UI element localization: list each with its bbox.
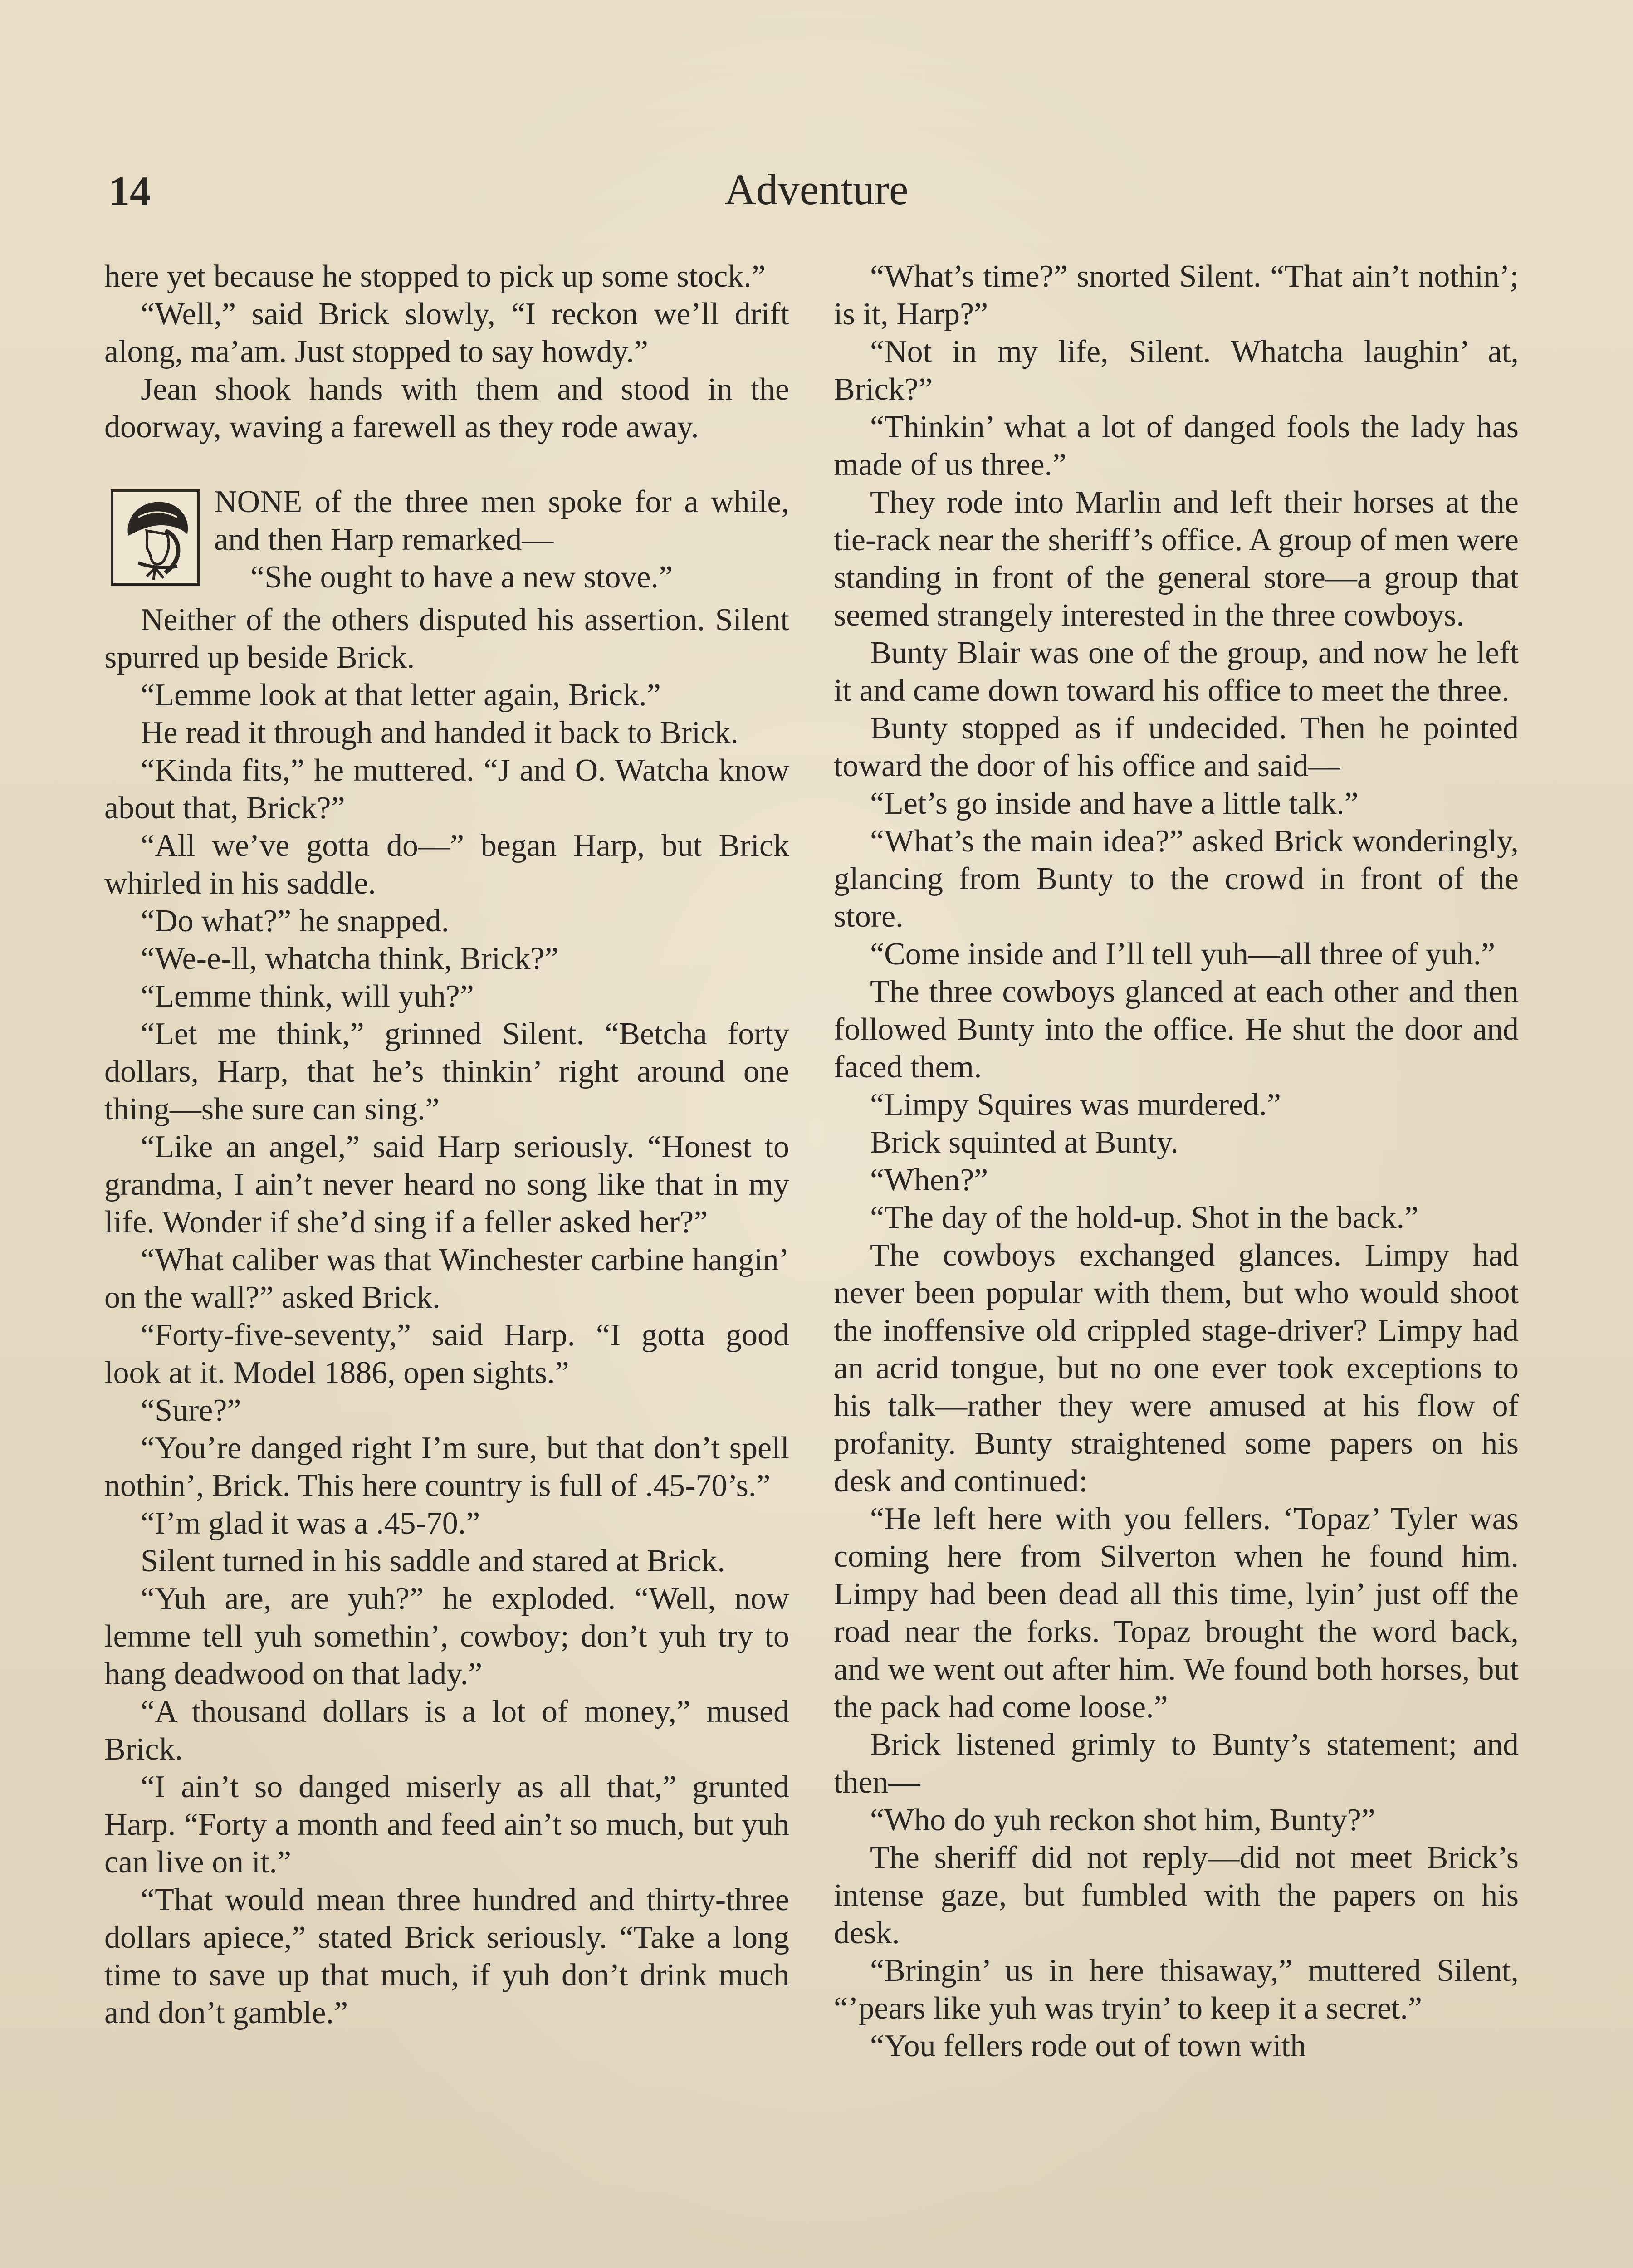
paragraph: “What’s the main idea?” asked Brick wonderingly, glancing from Bunty to the crowd in front of the store. (834, 824, 1519, 934)
paragraph: “Who do yuh reckon shot him, Bunty?” (870, 1803, 1375, 1838)
paragraph: “Bringin’ us in here thisaway,” muttered Silent, “’pears like yuh was tryin’ to keep it a secret.” (834, 1953, 1519, 2026)
paragraph: “That would mean three hundred and thirty-three dollars apiece,” stated Brick seriously. “Take a long time to save up that much, if yuh don’t drink much and don’t gamble.” (104, 1882, 789, 2030)
paragraph: “Lemme think, will yuh?” (141, 979, 474, 1014)
paragraph: They rode into Marlin and left their horses at the tie-rack near the sheriff’s office. A group of men were standing in front of the general store—a group that seemed strangely interested in the three cowboys. (834, 485, 1519, 633)
paragraph: “I ain’t so danged miserly as all that,” grunted Harp. “Forty a month and feed ain’t so much, but yuh can live on it.” (104, 1769, 789, 1880)
paragraph: The cowboys exchanged glances. Limpy had never been popular with them, but who would shoot the inoffensive old crippled stage-driver? Limpy had an acrid tongue, but no one ever took exceptions to his talk—rather they were amused at his flow of profanity. Bunty straightened some papers on his desk and continued: (834, 1238, 1519, 1499)
section-opening-paragraph: NONE of the three men spoke for a while, and then Harp remarked— (214, 484, 789, 557)
paragraph: Silent turned in his saddle and stared at Brick. (141, 1544, 725, 1579)
paragraph: The three cowboys glanced at each other and then followed Bunty into the office. He shut the door and faced them. (834, 974, 1519, 1085)
paragraph: He read it through and handed it back to Brick. (141, 715, 738, 750)
paragraph: “I’m glad it was a .45-70.” (141, 1506, 480, 1541)
paragraph: “What caliber was that Winchester carbine hangin’ on the wall?” asked Brick. (104, 1242, 789, 1315)
running-head: Adventure (724, 165, 909, 214)
paragraph: “We-e-ll, whatcha think, Brick?” (141, 941, 559, 976)
paragraph: “Sure?” (141, 1393, 241, 1428)
left-column (104, 258, 789, 2032)
paragraph: Bunty stopped as if undecided. Then he pointed toward the door of his office and said— (834, 711, 1519, 783)
paragraph: “Kinda fits,” he muttered. “J and O. Watcha know about that, Brick?” (104, 753, 789, 826)
paragraph: The sheriff did not reply—did not meet Brick’s intense gaze, but fumbled with the papers on his desk. (834, 1840, 1519, 1950)
paragraph: Jean shook hands with them and stood in the doorway, waving a farewell as they rode away. (104, 372, 789, 445)
paragraph: “Let’s go inside and have a little talk.” (870, 786, 1359, 821)
paragraph: “He left here with you fellers. ‘Topaz’ Tyler was coming here from Silverton when he found him. Limpy had been dead all this time, lyin’ just off the road near the forks. Topaz brought the word back, and we went out after him. We found both horses, but the pack had come loose.” (834, 1501, 1519, 1725)
paragraph: “All we’ve gotta do—” began Harp, but Brick whirled in his saddle. (104, 828, 789, 901)
paragraph: “Well,” said Brick slowly, “I reckon we’ll drift along, ma’am. Just stopped to say howdy.” (104, 297, 789, 369)
paragraph: “When?” (870, 1163, 988, 1198)
paragraph: “The day of the hold-up. Shot in the back.” (870, 1200, 1419, 1235)
paragraph: Neither of the others disputed his assertion. Silent spurred up beside Brick. (104, 602, 789, 675)
paragraph: here yet because he stopped to pick up some stock.” (104, 259, 766, 294)
section-opening (104, 483, 789, 601)
paragraph: “Yuh are, are yuh?” he exploded. “Well, now lemme tell yuh somethin’, cowboy; don’t yuh try to hang deadwood on that lady.” (104, 1581, 789, 1691)
page-number: 14 (109, 168, 151, 214)
paragraph: “Thinkin’ what a lot of danged fools the lady has made of us three.” (834, 410, 1519, 482)
paragraph: “Come inside and I’ll tell yuh—all three of yuh.” (870, 937, 1496, 972)
paragraph: Brick squinted at Bunty. (870, 1125, 1178, 1160)
paragraph: “Like an angel,” said Harp seriously. “Honest to grandma, I ain’t never heard no song like that in my life. Wonder if she’d sing if a feller asked her?” (104, 1129, 789, 1240)
paragraph: “She ought to have a new stove.” (250, 560, 673, 595)
paragraph: “You fellers rode out of town with (870, 2028, 1306, 2063)
paragraph: “What’s time?” snorted Silent. “That ain’t nothin’; is it, Harp?” (834, 259, 1519, 332)
paragraph: Brick listened grimly to Bunty’s statement; and then— (834, 1727, 1519, 1800)
paragraph: “You’re danged right I’m sure, but that don’t spell nothin’, Brick. This here country is full of .45-70’s.” (104, 1431, 789, 1503)
woman-in-bonnet-icon (111, 489, 200, 586)
paragraph: “Do what?” he snapped. (141, 904, 450, 938)
paragraph: Bunty Blair was one of the group, and now he left it and came down toward his office to meet the three. (834, 635, 1519, 708)
paragraph: “Limpy Squires was murdered.” (870, 1087, 1281, 1122)
right-column (834, 258, 1519, 2065)
paragraph: “A thousand dollars is a lot of money,” mused Brick. (104, 1694, 789, 1767)
paragraph: “Lemme look at that letter again, Brick.” (141, 678, 661, 713)
paragraph: “Not in my life, Silent. Whatcha laughin’ at, Brick?” (834, 334, 1519, 407)
paragraph: “Let me think,” grinned Silent. “Betcha forty dollars, Harp, that he’s thinkin’ right around one thing—she sure can sing.” (104, 1017, 789, 1127)
paragraph: “Forty-five-seventy,” said Harp. “I gotta good look at it. Model 1886, open sights.” (104, 1318, 789, 1390)
